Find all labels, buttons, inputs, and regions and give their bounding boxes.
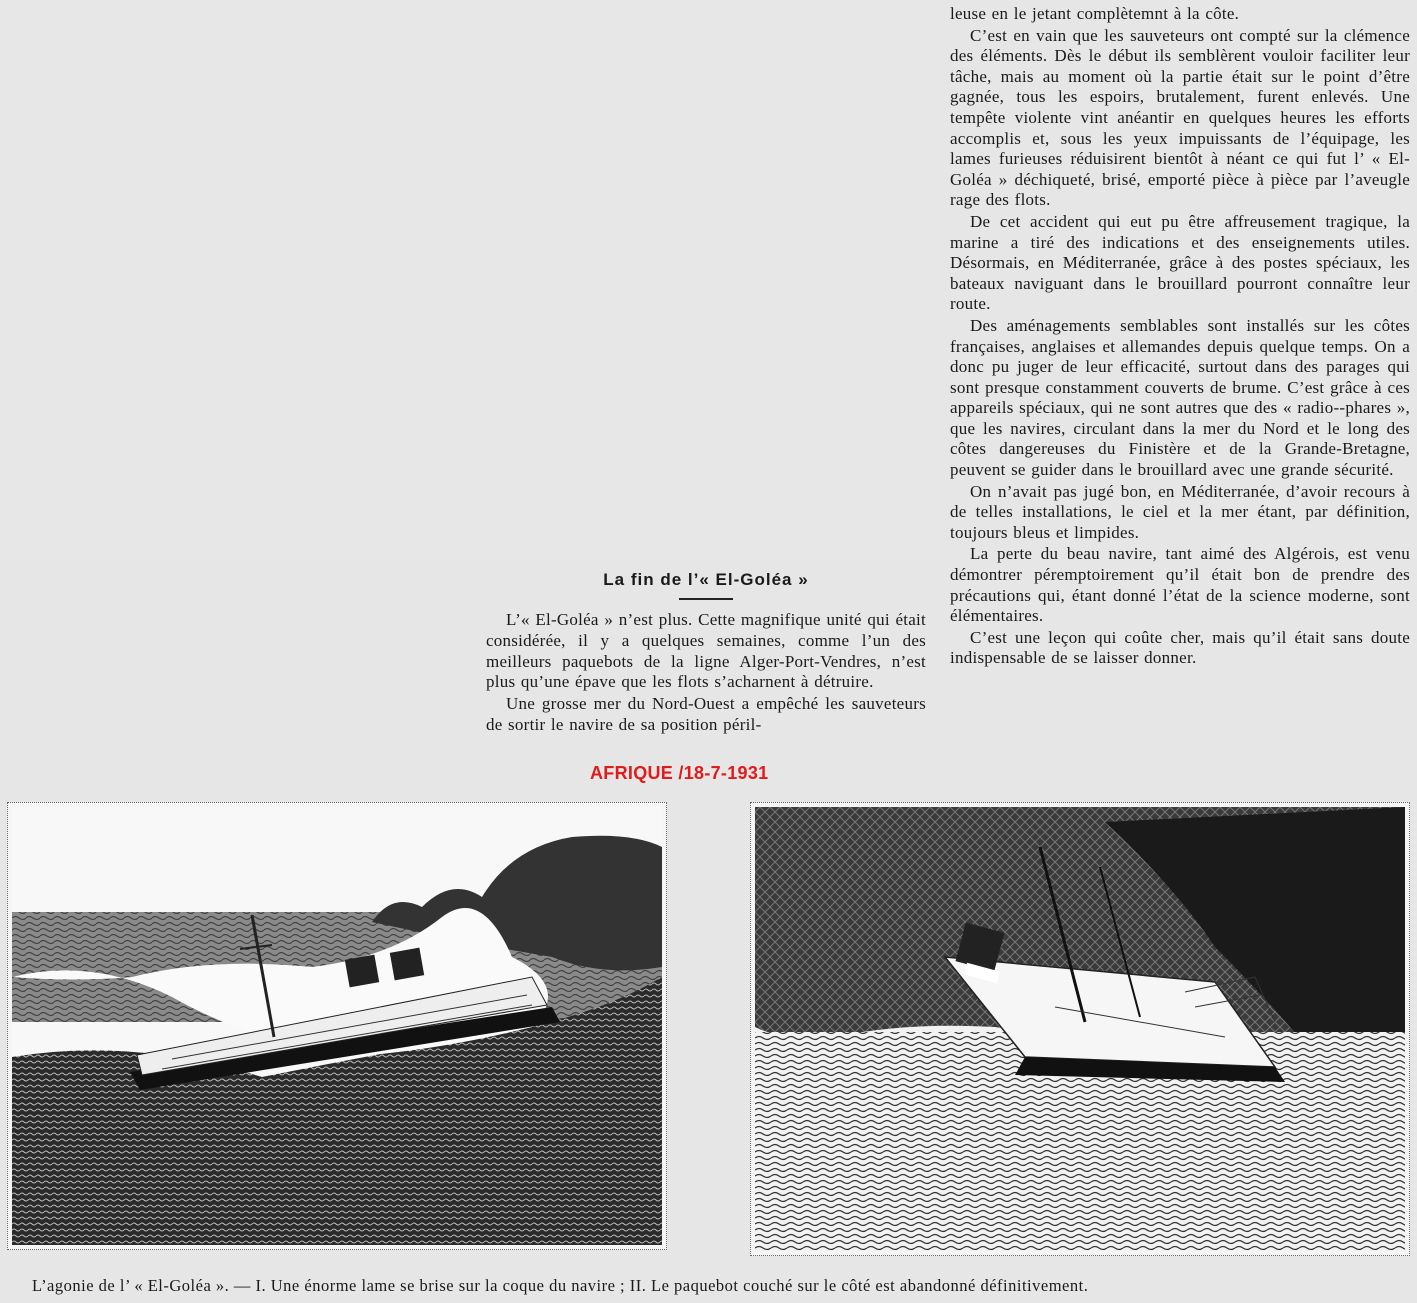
photo-caption: L’agonie de l’ « El-Goléa ». — I. Une énorme lame se brise sur la coque du navire ; II. Le paquebot couché sur le côté est abandonné définitivement. bbox=[32, 1276, 1089, 1295]
photo-wave-on-ship bbox=[7, 802, 667, 1250]
blank-area bbox=[0, 0, 940, 560]
right-paragraph: La perte du beau navire, tant aimé des Algérois, est venu démontrer péremptoirement qu’il était bon de prendre des précautions qui, étant donné l’état de la science moderne, sont élémentaires. bbox=[950, 544, 1410, 626]
article-paragraph: L’« El-Goléa » n’est plus. Cette magnifique unité qui était considérée, il y a quelques semaines, comme l’un des meilleurs paquebots de la ligne Alger-Port-Vendres, n’est plus qu’une épave que les flots s’acharnent à détruire. bbox=[486, 610, 926, 692]
right-paragraph: Des aménagements semblables sont installés sur les côtes françaises, anglaises et allemandes depuis quelque temps. On a donc pu juger de leur efficacité, surtout dans des parages qui sont presque constamment couverts de brume. C’est grâce à ces appareils spéciaux, qui ne sont autres que des « radio--phares », que les navires, circulant dans la mer du Nord et le long des côtes dangereuses du Finistère et de la Grande-Bretagne, peuvent se guider dans le brouillard avec une grande sécurité. bbox=[950, 315, 1410, 480]
title-rule bbox=[679, 598, 733, 600]
article bbox=[486, 560, 926, 737]
article-title: La fin de l’« El-Goléa » bbox=[603, 570, 809, 589]
photo-wave-illustration bbox=[12, 807, 662, 1245]
right-paragraph: leuse en le jetant complètemnt à la côte. bbox=[950, 4, 1240, 23]
photo-wreck-illustration bbox=[755, 807, 1405, 1251]
right-paragraph: C’est une leçon qui coûte cher, mais qu’il était sans doute indispensable de se laisser donner. bbox=[950, 627, 1410, 668]
right-paragraph: On n’avait pas jugé bon, en Méditerranée, d’avoir recours à de telles installations, le ciel et la mer étant, par définition, toujours bleus et limpides. bbox=[950, 481, 1410, 542]
article-paragraph: Une grosse mer du Nord-Ouest a empêché les sauveteurs de sortir le navire de sa position péril- bbox=[486, 694, 926, 734]
source-stamp: AFRIQUE /18-7-1931 bbox=[590, 763, 769, 783]
photo-ship-on-side bbox=[750, 802, 1410, 1256]
right-paragraph: De cet accident qui eut pu être affreusement tragique, la marine a tiré des indications et des enseignements utiles. Désormais, en Méditerranée, grâce à des postes spéciaux, les bateaux naviguant dans le brouillard pourront connaître leur route. bbox=[950, 211, 1410, 314]
right-paragraph: C’est en vain que les sauveteurs ont compté sur la clémence des éléments. Dès le début ils semblèrent vouloir faciliter leur tâche, mais au moment où la partie était sur le point d’être gagnée, tous les espoirs, brutalement, furent enlevés. Une tempête violente vint anéantir en quelques heures les efforts accomplis et, sous les yeux impuissants de l’équipage, les lames furieuses réduisirent bientôt à néant ce qui fut l’ « El-Goléa » déchiqueté, brisé, emporté pièce à pièce par l’aveugle rage des flots. bbox=[950, 25, 1410, 210]
right-column bbox=[950, 4, 1410, 670]
